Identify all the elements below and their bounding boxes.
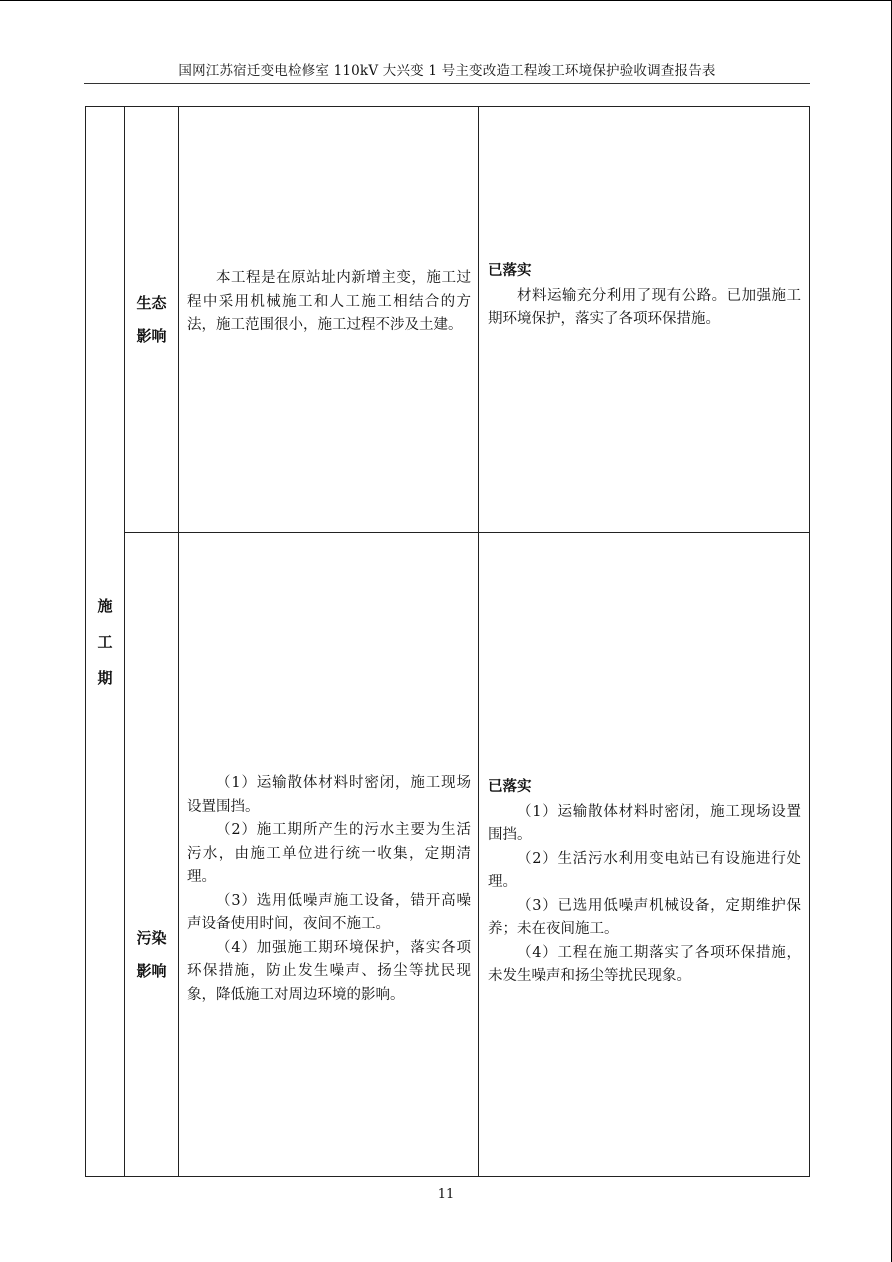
status-label: 已落实 [488, 262, 532, 280]
report-table [85, 106, 810, 1177]
table-row-pollution [86, 533, 810, 1177]
category-cell-pollution [125, 533, 179, 1177]
phase-char: 工 [97, 632, 113, 651]
page-frame-top [0, 0, 892, 1]
phase-char: 施 [97, 596, 113, 615]
status-label: 已落实 [488, 778, 532, 796]
implementation-paragraph: （1）运输散体材料时密闭，施工现场设置围挡。 [488, 803, 801, 844]
implementation-paragraph: （2）生活污水利用变电站已有设施进行处理。 [488, 850, 801, 891]
requirement-cell-ecological [179, 107, 479, 533]
implementation-cell-pollution [479, 533, 810, 1177]
implementation-cell-ecological [479, 107, 810, 533]
category-cell-ecological [125, 107, 179, 533]
phase-cell [86, 107, 125, 1177]
category-label: 影响 [136, 326, 167, 345]
requirement-paragraph: （3）选用低噪声施工设备，错开高噪声设备使用时间，夜间不施工。 [187, 892, 471, 932]
requirement-paragraph: 本工程是在原站址内新增主变，施工过程中采用机械施工和人工施工相结合的方法，施工范围很小，施工过程不涉及土建。 [187, 270, 471, 334]
requirement-paragraph: （4）加强施工期环境保护，落实各项环保措施，防止发生噪声、扬尘等扰民现象，降低施工对周边环境的影响。 [187, 939, 471, 1003]
phase-char: 期 [97, 668, 113, 687]
table-row-ecological [86, 107, 810, 533]
requirement-cell-pollution [179, 533, 479, 1177]
implementation-paragraph: （3）已选用低噪声机械设备，定期维护保养；未在夜间施工。 [488, 897, 801, 938]
implementation-paragraph: （4）工程在施工期落实了各项环保措施，未发生噪声和扬尘等扰民现象。 [488, 944, 801, 985]
document-header: 国网江苏宿迁变电检修室 110kV 大兴变 1 号主变改造工程竣工环境保护验收调查报告表 [178, 63, 716, 79]
category-label: 污染 [136, 928, 167, 947]
header-rule [84, 83, 810, 84]
requirement-paragraph: （1）运输散体材料时密闭，施工现场设置围挡。 [187, 775, 471, 815]
category-label: 影响 [136, 961, 167, 980]
category-label: 生态 [136, 293, 167, 312]
implementation-paragraph: 材料运输充分利用了现有公路。已加强施工期环境保护，落实了各项环保措施。 [488, 287, 801, 328]
page-number: 11 [437, 1187, 455, 1202]
requirement-paragraph: （2）施工期所产生的污水主要为生活污水，由施工单位进行统一收集，定期清理。 [187, 822, 471, 885]
